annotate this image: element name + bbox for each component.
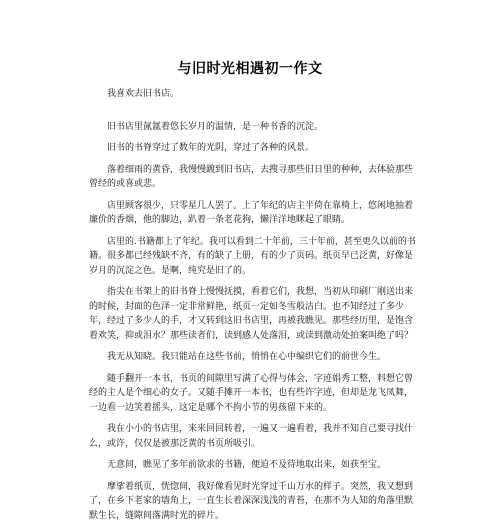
article-body: [89, 87, 419, 523]
paragraph-5: 店里顾客很少，只零星几人罢了。上了年纪的店主半倚在靠椅上，悠闲地抽着廉价的香烟，他的脚边，趴着一条老花狗，懒洋洋地眯起了眼睛。: [89, 199, 419, 228]
paragraph-2: 旧书店里氤氲着悠长岁月的温情，是一种书香的沉淀。: [89, 120, 419, 135]
paragraph-1: 我喜欢去旧书店。: [89, 87, 419, 102]
paragraph-11: 无意间，瞧见了多年前欲求的书籍，便迫不及待地取出来，如获至宝。: [89, 458, 419, 473]
paragraph-6: 店里的.书籍都上了年纪。我可以看到二十年前，三十年前，甚至更久以前的书籍。很多都已经残缺不齐，有的缺了上册，有的少了页码。纸页早已泛黄，好像是岁月的沉淀之色。是啊，纯究是旧了的。: [89, 235, 419, 279]
article-title: 与旧时光相遇初一作文: [0, 58, 500, 78]
paragraph-4: 落着细雨的黄昏，我慢慢踱到旧书店，去搜寻那些旧日里的种种，去体验那些曾经的或喜或悲。: [89, 163, 419, 192]
paragraph-10: 我在小小的书店里，来来回回转着，一遍又一遍看着，我并不知自己要寻找什么，或许，仅仅是被那泛黄的书页所吸引。: [89, 422, 419, 451]
paragraph-12: 摩挲着纸页，恍惚间，我好像看见时光穿过千山万水的样子。突然，我又想到了，在乡下老家的墙角上，一直生长着深深浅浅的青苔，在那不为人知的角落里默默生长，缝隙间落满时光的碎片。: [89, 480, 419, 523]
paragraph-3: 旧书的书脊穿过了数年的光阴，穿过了各种的风景。: [89, 141, 419, 156]
paragraph-8: 我无从知晓。我只能站在这些书前，悄悄在心中编织它们的前世今生。: [89, 350, 419, 365]
paragraph-9: 随手翻开一本书，书页的间隙里写满了心得与体会，字迹娟秀工整，料想它曾经的主人是个细心的女子。又随手摊开一本书，也有些许字迹，但却是龙飞凤舞，一边看一边笑着摇头，这定是哪个不拘小节的男孩留下来的。: [89, 372, 419, 416]
paragraph-7: 指尖在书架上的旧书脊上慢慢抚摸，看着它们，我想，当初从印刷厂刚送出来的时候，封面的色泽一定非常鲜艳，纸页一定如冬雪般洁白。也不知经过了多少年，经过了多少人的手，才又转到这旧书店里，再被我瞧见。那些经历里，是饱含着欢笑，抑或泪水？那些读者们，读到感人处落泪，或读到激动处拍案叫绝了吗？: [89, 285, 419, 343]
